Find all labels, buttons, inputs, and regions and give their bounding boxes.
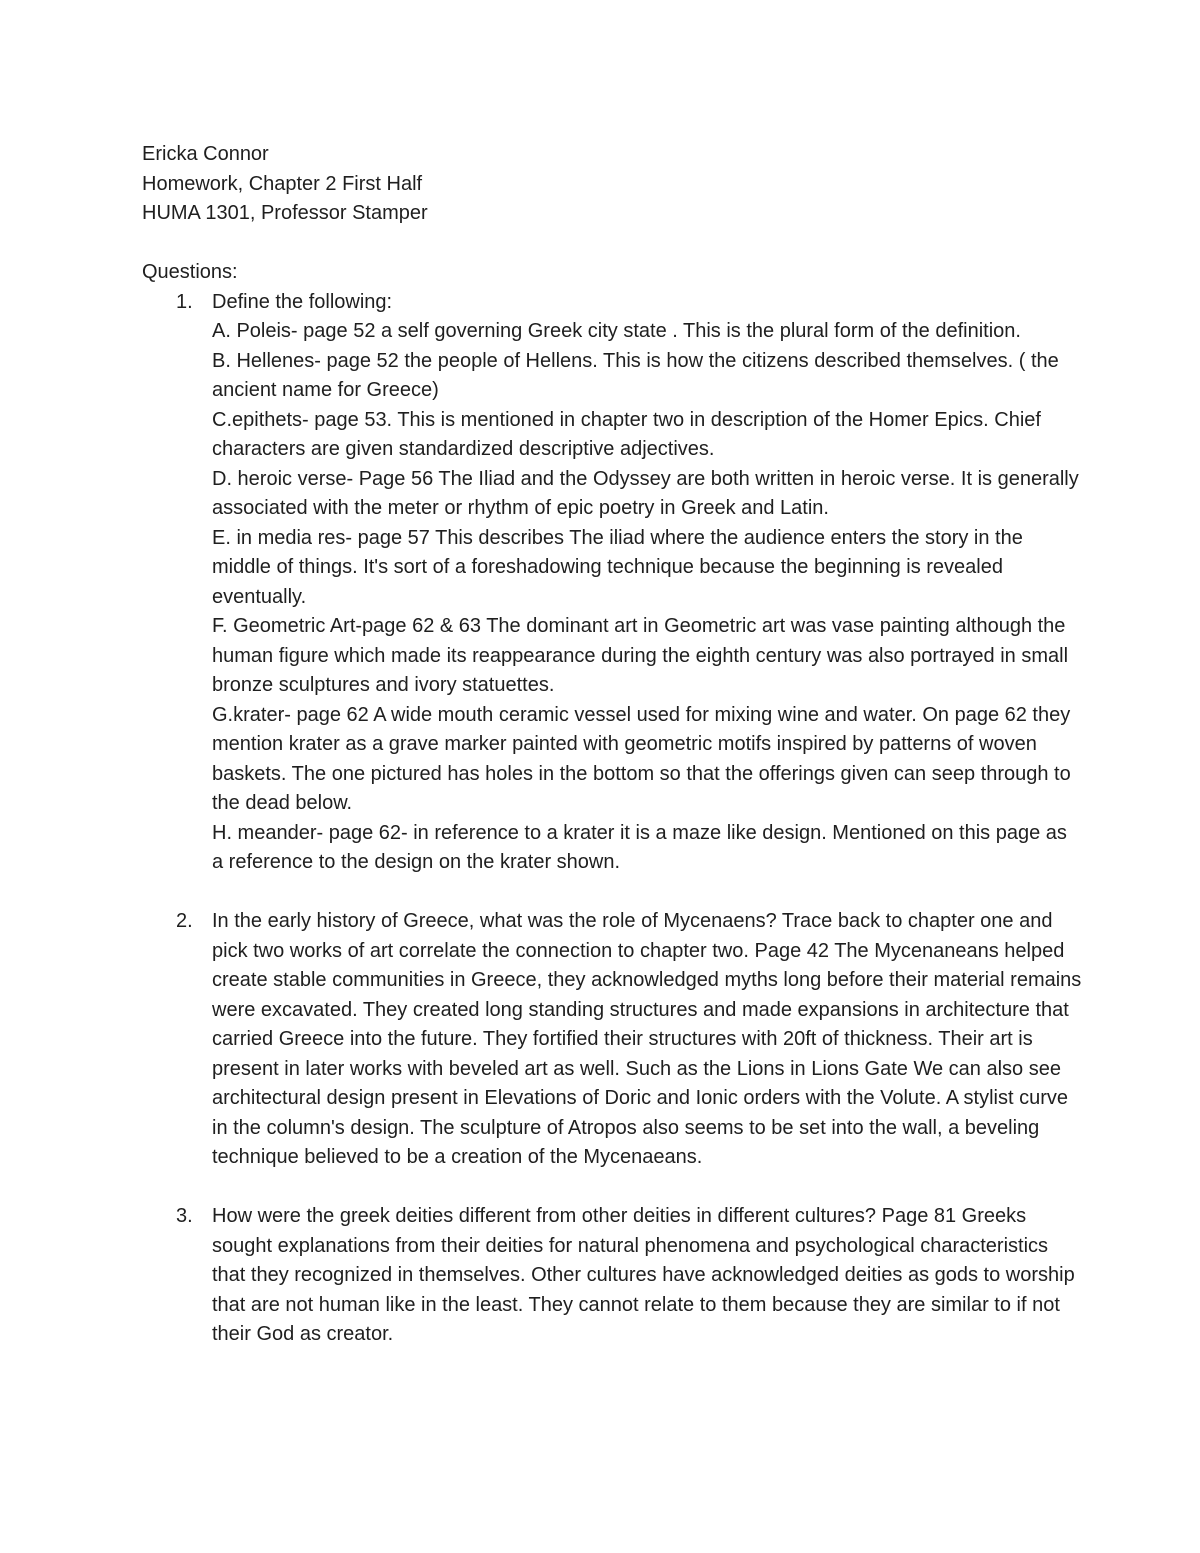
question-prompt: Define the following: bbox=[212, 290, 393, 313]
question-number: 2. bbox=[176, 910, 193, 932]
question-text: How were the greek deities different from other deities in different cultures? Page 81 Greeks sought explanations from their deities for natural phenomena and psychological characteristics that they recognized in themselves. Other cultures have acknowledged deities as gods to worship that are not human like in the least. They cannot relate to them because they are similar to if not their God as creator. bbox=[212, 1205, 1075, 1345]
definition-poleis: A. Poleis- page 52 a self governing Greek city state . This is the plural form of the definition. bbox=[212, 320, 1021, 342]
document-page bbox=[142, 140, 1082, 1350]
question-number: 1. bbox=[176, 290, 193, 313]
spacer bbox=[142, 229, 1082, 259]
questions-label: Questions: bbox=[142, 261, 238, 283]
spacer bbox=[142, 1173, 1082, 1203]
definition-in-media-res: E. in media res- page 57 This describes The iliad where the audience enters the story in the middle of things. It's sort of a foreshadowing technique because the beginning is revealed eventually. bbox=[212, 526, 1023, 608]
definition-epithets: C.epithets- page 53. This is mentioned in chapter two in description of the Homer Epics. Chief characters are given standardized descriptive adjectives. bbox=[212, 408, 1041, 460]
definition-heroic-verse: D. heroic verse- Page 56 The Iliad and the Odyssey are both written in heroic verse. It is generally associated with the meter or rhythm of epic poetry in Greek and Latin. bbox=[212, 467, 1079, 519]
definition-hellenes: B. Hellenes- page 52 the people of Hellens. This is how the citizens described themselves. ( the ancient name for Greece) bbox=[212, 349, 1059, 401]
course-info: HUMA 1301, Professor Stamper bbox=[142, 202, 428, 224]
question-number: 3. bbox=[176, 1205, 193, 1227]
definition-krater: G.krater- page 62 A wide mouth ceramic vessel used for mixing wine and water. On page 62 they mention krater as a grave marker painted with geometric motifs inspired by patterns of woven baskets. The one pictured has holes in the bottom so that the offerings given can seep through to the dead below. bbox=[212, 703, 1071, 814]
assignment-title: Homework, Chapter 2 First Half bbox=[142, 172, 423, 195]
question-1 bbox=[142, 288, 1082, 878]
question-3 bbox=[142, 1202, 1082, 1350]
definition-geometric-art: F. Geometric Art-page 62 & 63 The dominant art in Geometric art was vase painting although the human figure which made its reappearance during the eighth century was also portrayed in small bronze sculptures and ivory statuettes. bbox=[212, 615, 1069, 696]
spacer bbox=[142, 878, 1082, 908]
question-text: In the early history of Greece, what was the role of Mycenaens? Trace back to chapter one and pick two works of art correlate the connection to chapter two. Page 42 The Mycenaneans helped create stable communities in Greece, they acknowledged myths long before their material remains were excavated. They created long standing structures and made expansions in architecture that carried Greece into the future. They fortified their structures with 20ft of thickness. Their art is present in later works with beveled art as well. Such as the Lions in Lions Gate We can also see architectural design present in Elevations of Doric and Ionic orders with the Volute. A stylist curve in the column's design. The sculpture of Atropos also seems to be set into the wall, a beveling technique believed to be a creation of the Mycenaeans. bbox=[212, 910, 1082, 1168]
author-name: Ericka Connor bbox=[142, 143, 269, 165]
definition-meander: H. meander- page 62- in reference to a krater it is a maze like design. Mentioned on this page as a reference to the design on the krater shown. bbox=[212, 821, 1067, 873]
question-2 bbox=[142, 907, 1082, 1173]
